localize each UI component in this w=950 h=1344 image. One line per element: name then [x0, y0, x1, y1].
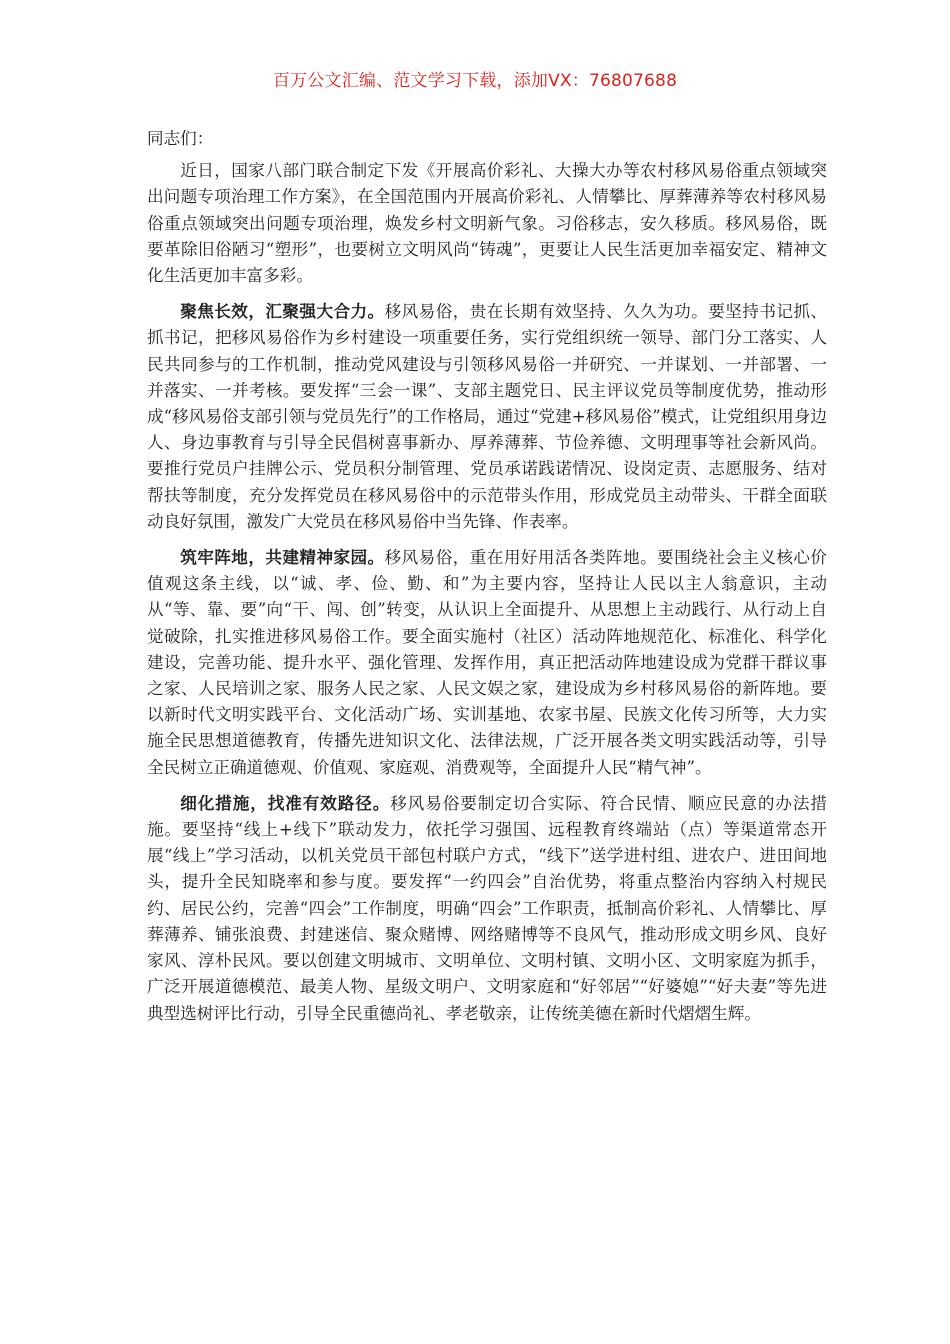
paragraph-body: 移风易俗要制定切合实际、符合民情、顺应民意的办法措施。要坚持“线上+线下”联动发力，依托学习强国、远程教育终端站（点）等渠道常态开展“线上”学习活动，以机关党员干部包村联户方式，“线下”送学进村组、进农户、进田间地头，提升全民知晓率和参与度。要发挥“一约四会”自治优势，将重点整治内容纳入村规民约、居民公约，完善“四会”工作制度，明确“四会”工作职责，抵制高价彩礼、人情攀比、厚葬薄养、铺张浪费、封建迷信、聚众赌博、网络赌博等不良风气，推动形成文明乡风、良好家风、淳朴民风。要以创建文明城市、文明单位、文明村镇、文明小区、文明家庭为抓手，广泛开展道德模范、最美人物、星级文明户、文明家庭和“好邻居”“好婆媳”“好夫妻”等先进典型选树评比行动，引导全民重德尚礼、孝老敬亲，让传统美德在新时代熠熠生辉。	[147, 793, 828, 1023]
paragraph-body: 近日，国家八部门联合制定下发《开展高价彩礼、大操大办等农村移风易俗重点领域突出问题专项治理工作方案》，在全国范围内开展高价彩礼、人情攀比、厚葬薄养等农村移风易俗重点领域突出问题专项治理，焕发乡村文明新气象。习俗移志，安久移质。移风易俗，既要革除旧俗陋习“塑形”，也要树立文明风尚“铸魂”，更要让人民生活更加幸福安定、精神文化生活更加丰富多彩。	[147, 161, 827, 286]
section-heading: 聚焦长效，汇聚强大合力。	[180, 301, 385, 322]
paragraph-body: 移风易俗，重在用好用活各类阵地。要围绕社会主义核心价值观这条主线，以“诚、孝、俭、勤、和”为主要内容，坚持让人民以主人翁意识，主动从“等、靠、要”向“干、闯、创”转变，从认识上全面提升、从思想上主动践行、从行动上自觉破除，扎实推进移风易俗工作。要全面实施村（社区）活动阵地规范化、标准化、科学化建设，完善功能、提升水平、强化管理、发挥作用，真正把活动阵地建设成为党群干群议事之家、人民培训之家、服务人民之家、人民文娱之家，建设成为乡村移风易俗的新阵地。要以新时代文明实践平台、文化活动广场、实训基地、农家书屋、民族文化传习所等，大力实施全民思想道德教育，传播先进知识文化、法律法规，广泛开展各类文明实践活动等，引导全民树立正确道德观、价值观、家庭观、消费观等，全面提升人民“精气神”。	[147, 548, 828, 777]
greeting: 同志们：	[147, 129, 214, 148]
paragraph-body: 移风易俗，贵在长期有效坚持、久久为功。要坚持书记抓、抓书记，把移风易俗作为乡村建设一项重要任务，实行党组织统一领导、部门分工落实、人民共同参与的工作机制，推动党风建设与引领移风易俗一并研究、一并谋划、一并部署、一并落实、一并考核。要发挥“三会一课”、支部主题党日、民主评议党员等制度优势，推动形成“移风易俗支部引领与党员先行”的工作格局，通过“党建+移风易俗”模式，让党组织用身边人、身边事教育与引导全民倡树喜事新办、厚养薄葬、节俭养德、文明理事等社会新风尚。要推行党员户挂牌公示、党员积分制管理、党员承诺践诺情况、设岗定责、志愿服务、结对帮扶等制度，充分发挥党员在移风易俗中的示范带头作用，形成党员主动带头、干群全面联动良好氛围，激发广大党员在移风易俗中当先锋、作表率。	[147, 302, 828, 531]
section-heading: 细化措施，找准有效路径。	[180, 792, 391, 813]
document-body	[147, 126, 827, 1036]
paragraph-section-1	[147, 298, 827, 535]
section-heading: 筑牢阵地，共建精神家园。	[180, 547, 385, 568]
paragraph-section-2	[147, 544, 827, 781]
paragraph-intro	[147, 158, 827, 289]
paragraph-section-3	[147, 790, 827, 1027]
watermark-header: 百万公文汇编、范文学习下载，添加VX：76807688	[272, 71, 678, 91]
